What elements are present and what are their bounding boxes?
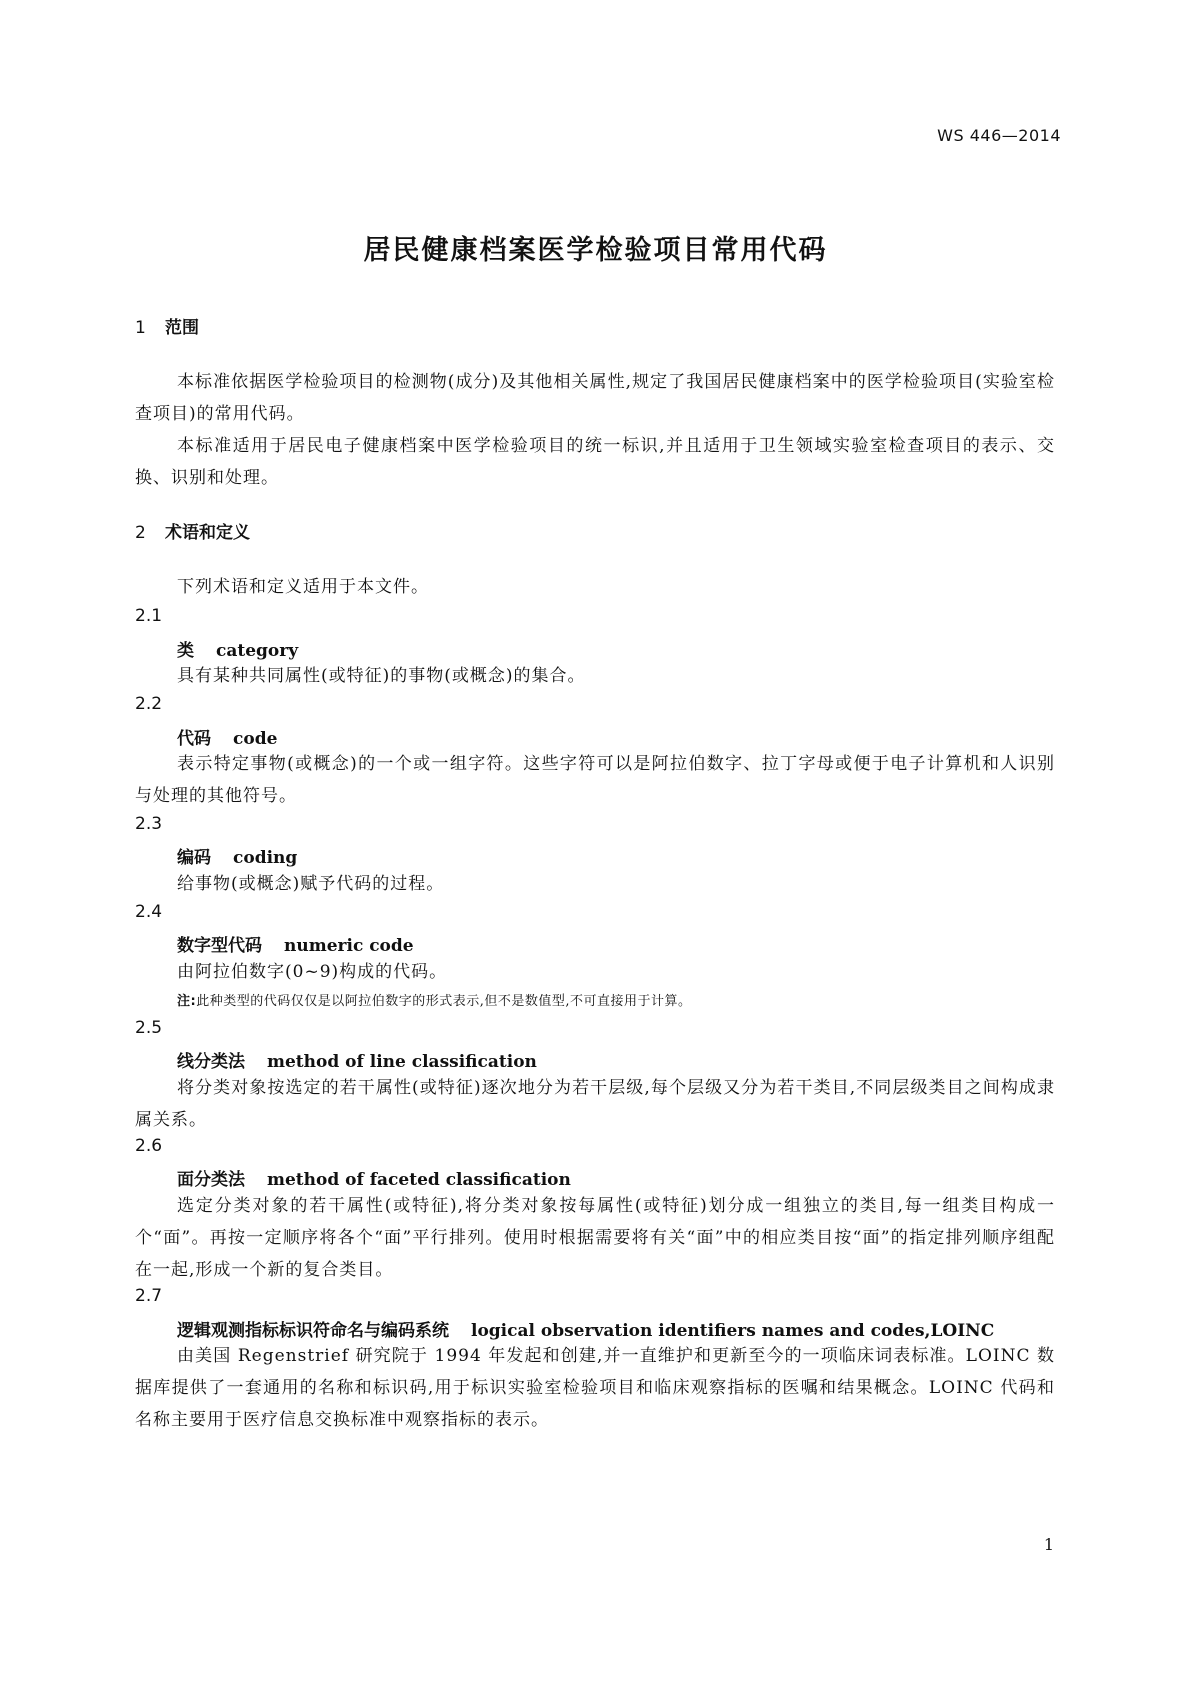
term-zh: 代码 — [177, 729, 211, 749]
document-title: 居民健康档案医学检验项目常用代码 — [363, 235, 828, 266]
term-definition: 将分类对象按选定的若干属性(或特征)逐次地分为若干层级,每个层级又分为若干类目,不同层级类目之间构成隶属关系。 — [135, 1078, 1055, 1130]
paragraph: 下列术语和定义适用于本文件。 — [177, 577, 429, 597]
term-heading — [177, 931, 414, 956]
term-number: 2.4 — [135, 902, 163, 922]
term-zh: 线分类法 — [177, 1052, 245, 1072]
term-heading — [177, 1316, 994, 1341]
term-zh: 编码 — [177, 848, 211, 868]
section-number: 1 — [135, 318, 146, 338]
section-heading-terms — [135, 518, 250, 543]
term-zh: 数字型代码 — [177, 936, 262, 956]
section-title: 范围 — [165, 318, 199, 338]
term-number: 2.2 — [135, 694, 163, 714]
term-en: code — [233, 729, 278, 749]
page-number: 1 — [1043, 1535, 1054, 1554]
section-heading-scope — [135, 313, 199, 338]
note-text: 此种类型的代码仅仅是以阿拉伯数字的形式表示,但不是数值型,不可直接用于计算。 — [196, 994, 692, 1009]
term-heading — [177, 1047, 537, 1072]
note — [177, 990, 691, 1009]
term-definition: 选定分类对象的若干属性(或特征),将分类对象按每属性(或特征)划分成一组独立的类目,每一组类目构成一个“面”。再按一定顺序将各个“面”平行排列。使用时根据需要将有关“面”中的相应类目按“面”的指定排列顺序组配在一起,形成一个新的复合类目。 — [135, 1196, 1055, 1280]
term-heading — [177, 724, 277, 749]
term-en: method of faceted classification — [267, 1170, 571, 1190]
term-definition: 由阿拉伯数字(0~9)构成的代码。 — [177, 962, 448, 982]
term-en: numeric code — [284, 936, 414, 956]
term-definition: 具有某种共同属性(或特征)的事物(或概念)的集合。 — [177, 666, 586, 686]
term-number: 2.7 — [135, 1286, 163, 1306]
term-en: method of line classification — [267, 1052, 537, 1072]
term-definition: 由美国 Regenstrief 研究院于 1994 年发起和创建,并一直维护和更新至今的一项临床词表标准。LOINC 数据库提供了一套通用的名称和标识码,用于标识实验室检验项目和临床观察指标的医嘱和结果概念。LOINC 代码和名称主要用于医疗信息交换标准中观察指标的表示。 — [135, 1346, 1055, 1430]
note-label: 注: — [177, 994, 197, 1009]
section-title: 术语和定义 — [165, 523, 250, 543]
term-number: 2.6 — [135, 1136, 163, 1156]
term-en: coding — [233, 848, 298, 868]
term-en: logical observation identifiers names and codes,LOINC — [471, 1321, 995, 1341]
standard-number: WS 446—2014 — [937, 126, 1061, 145]
section-number: 2 — [135, 523, 146, 543]
term-definition: 表示特定事物(或概念)的一个或一组字符。这些字符可以是阿拉伯数字、拉丁字母或便于电子计算机和人识别与处理的其他符号。 — [135, 754, 1055, 806]
term-number: 2.5 — [135, 1018, 163, 1038]
paragraph: 本标准适用于居民电子健康档案中医学检验项目的统一标识,并且适用于卫生领域实验室检查项目的表示、交换、识别和处理。 — [135, 436, 1055, 488]
term-zh: 类 — [177, 641, 194, 661]
term-number: 2.1 — [135, 606, 163, 626]
term-heading — [177, 843, 297, 868]
term-heading — [177, 636, 298, 661]
term-zh: 逻辑观测指标标识符命名与编码系统 — [177, 1321, 449, 1341]
term-en: category — [216, 641, 299, 661]
paragraph: 本标准依据医学检验项目的检测物(成分)及其他相关属性,规定了我国居民健康档案中的医学检验项目(实验室检查项目)的常用代码。 — [135, 372, 1055, 424]
term-heading — [177, 1165, 571, 1190]
term-number: 2.3 — [135, 814, 163, 834]
term-zh: 面分类法 — [177, 1170, 245, 1190]
term-definition: 给事物(或概念)赋予代码的过程。 — [177, 874, 445, 894]
